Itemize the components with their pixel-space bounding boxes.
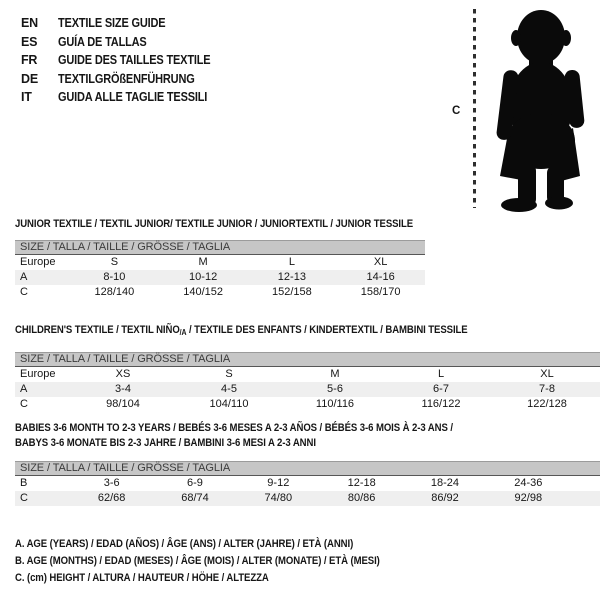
row-label: Europe <box>20 368 56 380</box>
size-header-bar: SIZE / TALLA / TAILLE / GRÖSSE / TAGLIA <box>15 240 425 255</box>
row-cells <box>70 285 425 300</box>
table-title-run: / TEXTILE DES ENFANTS / KINDERTEXTIL / BAMBINI TESSILE <box>186 324 468 336</box>
row-label: B <box>20 477 28 489</box>
table-row <box>15 476 600 491</box>
table-title-run: JUNIOR TEXTILE / TEXTIL JUNIOR/ TEXTILE JUNIOR / JUNIORTEXTIL / JUNIOR TESSILE <box>15 218 414 230</box>
language-code: DE <box>21 71 38 86</box>
row-label: A <box>20 383 28 395</box>
table-title-children <box>15 323 468 338</box>
language-guide <box>21 14 231 107</box>
table-cell: 80/86 <box>347 492 376 504</box>
language-code: IT <box>21 90 32 105</box>
row-cells <box>70 491 600 506</box>
toddler-silhouette-icon <box>482 8 600 213</box>
table-cell: 18-24 <box>430 477 460 489</box>
table-row <box>15 382 600 397</box>
height-measure-dashed-line <box>473 9 476 208</box>
row-label: A <box>20 271 28 283</box>
table-cell: 8-10 <box>103 271 126 283</box>
size-table-children <box>15 352 600 412</box>
table-cell: 74/80 <box>264 492 293 504</box>
table-title-line <box>15 436 453 451</box>
language-row <box>21 88 231 107</box>
size-header-bar: SIZE / TALLA / TAILLE / GRÖSSE / TAGLIA <box>15 461 600 476</box>
language-row <box>21 51 231 70</box>
table-title-run: /A <box>179 328 187 337</box>
table-cell: 152/158 <box>271 286 312 298</box>
table-cell: S <box>110 256 119 268</box>
table-cell: 24-36 <box>514 477 543 489</box>
language-label: GUÍA DE TALLAS <box>58 34 147 49</box>
table-title-line <box>15 421 453 436</box>
table-cell: 86/92 <box>431 492 459 504</box>
table-title-junior <box>15 217 413 232</box>
language-code: FR <box>21 53 38 68</box>
table-cell: XS <box>115 368 131 380</box>
row-cells <box>70 382 600 397</box>
footnote-line: A. AGE (YEARS) / EDAD (AÑOS) / ÂGE (ANS) / ALTER (JAHRE) / ETÀ (ANNI) <box>15 538 354 550</box>
language-label: GUIDE DES TAILLES TEXTILE <box>58 53 211 68</box>
table-cell: XL <box>373 256 388 268</box>
table-cell: 98/104 <box>106 398 140 410</box>
table-cell: 92/98 <box>514 492 543 504</box>
table-cell: 9-12 <box>267 477 290 489</box>
table-cell: 158/170 <box>360 286 401 298</box>
language-label: TEXTILE SIZE GUIDE <box>58 16 166 31</box>
table-cell: L <box>288 256 295 268</box>
footnotes <box>15 536 434 587</box>
table-cell: 7-8 <box>539 383 555 395</box>
table-cell: 68/74 <box>181 492 209 504</box>
table-title-babies <box>15 421 453 451</box>
language-label: TEXTILGRÖßENFÜHRUNG <box>58 71 195 86</box>
table-row <box>15 255 425 270</box>
table-cell: 14-16 <box>366 271 395 283</box>
table-title-run: BABIES 3-6 MONTH TO 2-3 YEARS / BEBÉS 3-6 MESES A 2-3 AÑOS / BÉBÉS 3-6 MOIS À 2-3 ANS / <box>15 422 453 434</box>
row-cells <box>70 397 600 412</box>
table-cell: 110/116 <box>315 398 355 410</box>
table-cell: 12-18 <box>347 477 376 489</box>
language-code: EN <box>21 16 38 31</box>
table-cell: 140/152 <box>183 286 223 298</box>
table-row <box>15 491 600 506</box>
table-cell: 6-7 <box>433 383 449 395</box>
size-header-bar: SIZE / TALLA / TAILLE / GRÖSSE / TAGLIA <box>15 352 600 367</box>
table-cell: 3-4 <box>115 383 131 395</box>
row-cells <box>70 270 425 285</box>
language-code: ES <box>21 34 38 49</box>
table-cell: 116/122 <box>421 398 461 410</box>
table-row <box>15 397 600 412</box>
table-title-line <box>15 323 468 338</box>
table-title-run: CHILDREN'S TEXTILE / TEXTIL NIÑO <box>15 324 180 336</box>
table-row <box>15 270 425 285</box>
size-table-junior <box>15 240 425 300</box>
table-row <box>15 367 600 382</box>
table-cell: 12-13 <box>277 271 306 283</box>
row-label: C <box>20 398 28 410</box>
table-cell: XL <box>540 368 554 380</box>
table-title-run: BABYS 3-6 MONATE BIS 2-3 JAHRE / BAMBINI 3-6 MESI A 2-3 ANNI <box>15 437 316 449</box>
table-cell: 128/140 <box>94 286 135 298</box>
table-cell: L <box>437 368 445 380</box>
footnote-line: C. (cm) HEIGHT / ALTURA / HAUTEUR / HÖHE / ALTEZZA <box>15 572 269 584</box>
language-row <box>21 70 231 89</box>
table-cell: 122/128 <box>527 398 567 410</box>
size-table-babies <box>15 461 600 506</box>
table-cell: M <box>198 256 208 268</box>
table-cell: 3-6 <box>103 477 120 489</box>
table-title-line <box>15 217 413 232</box>
table-cell: 10-12 <box>189 271 218 283</box>
table-cell: 104/110 <box>209 398 249 410</box>
footnote-line: B. AGE (MONTHS) / EDAD (MESES) / ÂGE (MOIS) / ALTER (MONATE) / ETÀ (MESI) <box>15 555 380 567</box>
row-cells <box>70 255 425 270</box>
table-cell: 6-9 <box>187 477 203 489</box>
table-row <box>15 285 425 300</box>
language-label: GUIDA ALLE TAGLIE TESSILI <box>58 90 208 105</box>
table-cell: 4-5 <box>221 383 237 395</box>
language-row <box>21 14 231 33</box>
row-cells <box>70 367 600 382</box>
row-label: C <box>20 492 28 504</box>
row-label: C <box>20 286 28 298</box>
table-cell: 5-6 <box>327 383 343 395</box>
table-cell: 62/68 <box>97 492 126 504</box>
language-row <box>21 33 231 52</box>
table-cell: M <box>330 368 340 380</box>
height-measure-label: C <box>452 105 461 117</box>
table-cell: S <box>225 368 233 380</box>
row-label: Europe <box>20 256 56 268</box>
row-cells <box>70 476 600 491</box>
